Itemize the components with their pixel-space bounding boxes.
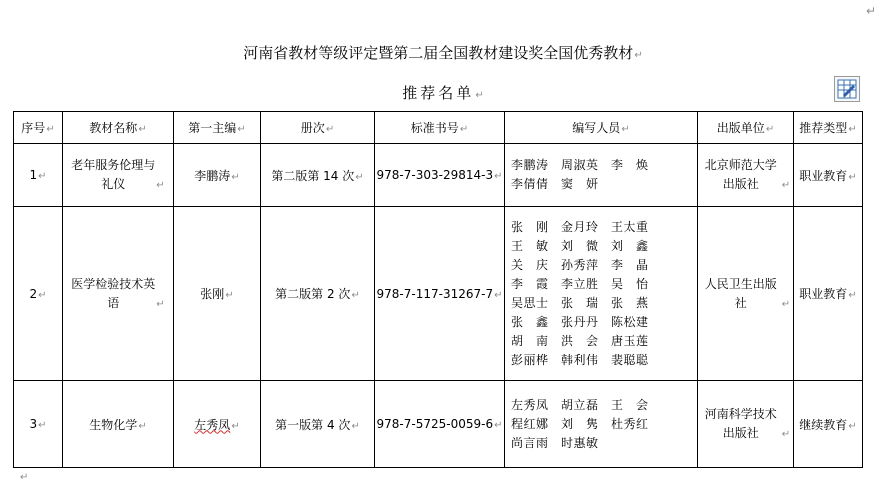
cell-name: 生物化学↵ bbox=[63, 381, 174, 468]
header-publisher: 出版单位↵ bbox=[698, 112, 794, 144]
writer-line: 关 庆 孙秀萍 李 晶 bbox=[511, 257, 649, 272]
header-type: 推荐类型↵ bbox=[794, 112, 863, 144]
paragraph-mark: ↵ bbox=[865, 4, 876, 18]
table-row bbox=[14, 207, 863, 381]
cell-writers bbox=[505, 381, 698, 468]
cell-editor: 李鹏涛↵ bbox=[174, 144, 261, 207]
writer-line: 尚言雨 时惠敏 bbox=[511, 435, 599, 450]
cell-type: 职业教育↵ bbox=[794, 144, 863, 207]
cell-edition: 第一版第 4 次↵ bbox=[261, 381, 375, 468]
cell-edition: 第二版第 14 次↵ bbox=[261, 144, 375, 207]
cell-publisher: 北京师范大学出版社 ↵ bbox=[698, 144, 794, 207]
header-row bbox=[14, 112, 863, 144]
paragraph-mark: ↵ bbox=[20, 472, 29, 483]
recommendation-table bbox=[13, 111, 863, 468]
writer-line: 李鹏涛 周淑英 李 焕 bbox=[511, 158, 649, 172]
header-name: 教材名称↵ bbox=[63, 112, 174, 144]
paragraph-mark: ↵ bbox=[634, 50, 643, 61]
cell-edition: 第二版第 2 次↵ bbox=[261, 207, 375, 381]
cell-no: 3↵ bbox=[14, 381, 63, 468]
writer-line: 王 敏 刘 微 刘 鑫 bbox=[511, 238, 649, 253]
cell-type: 继续教育↵ bbox=[794, 381, 863, 468]
paragraph-mark: ↵ bbox=[475, 90, 484, 101]
title-line-2: 推荐名单 bbox=[402, 84, 475, 102]
cell-publisher: 河南科学技术出版社 ↵ bbox=[698, 381, 794, 468]
writer-line: 李 霞 李立胜 吴 怡 bbox=[511, 276, 649, 291]
writer-line: 彭丽桦 韩利伟 裴聪聪 bbox=[511, 352, 649, 367]
document-subtitle bbox=[0, 82, 886, 103]
table-row bbox=[14, 144, 863, 207]
writer-line: 李倩倩 窦 妍 bbox=[511, 177, 599, 191]
cell-editor: 左秀凤↵ bbox=[174, 381, 261, 468]
writer-line: 胡 南 洪 会 唐玉莲 bbox=[511, 333, 649, 348]
title-line-1: 河南省教材等级评定暨第二届全国教材建设奖全国优秀教材 bbox=[243, 44, 634, 62]
cell-no: 1↵ bbox=[14, 144, 63, 207]
writer-line: 张 刚 金月玲 王太重 bbox=[511, 219, 649, 234]
cell-no: 2↵ bbox=[14, 207, 63, 381]
cell-isbn: 978-7-5725-0059-6↵ bbox=[375, 381, 505, 468]
header-no: 序号↵ bbox=[14, 112, 63, 144]
header-editor: 第一主编↵ bbox=[174, 112, 261, 144]
writer-line: 程红娜 刘 隽 杜秀红 bbox=[511, 416, 649, 431]
writer-line: 吴思士 张 瑞 张 燕 bbox=[511, 295, 649, 310]
cell-name: 老年服务伦理与礼仪 ↵ bbox=[63, 144, 174, 207]
cell-type: 职业教育↵ bbox=[794, 207, 863, 381]
table-grid-icon bbox=[835, 77, 859, 101]
cell-writers bbox=[505, 144, 698, 207]
cell-publisher: 人民卫生出版社 ↵ bbox=[698, 207, 794, 381]
header-isbn: 标准书号↵ bbox=[375, 112, 505, 144]
writer-line: 张 鑫 张丹丹 陈松建 bbox=[511, 314, 649, 329]
table-options-icon[interactable] bbox=[834, 76, 860, 102]
cell-writers bbox=[505, 207, 698, 381]
header-writers: 编写人员↵ bbox=[505, 112, 698, 144]
header-edition: 册次↵ bbox=[261, 112, 375, 144]
cell-isbn: 978-7-117-31267-7↵ bbox=[375, 207, 505, 381]
writer-line: 左秀凤 胡立磊 王 会 bbox=[511, 397, 649, 412]
cell-name: 医学检验技术英语 ↵ bbox=[63, 207, 174, 381]
cell-editor: 张刚↵ bbox=[174, 207, 261, 381]
document-title bbox=[0, 42, 886, 63]
table-row bbox=[14, 381, 863, 468]
cell-isbn: 978-7-303-29814-3↵ bbox=[375, 144, 505, 207]
